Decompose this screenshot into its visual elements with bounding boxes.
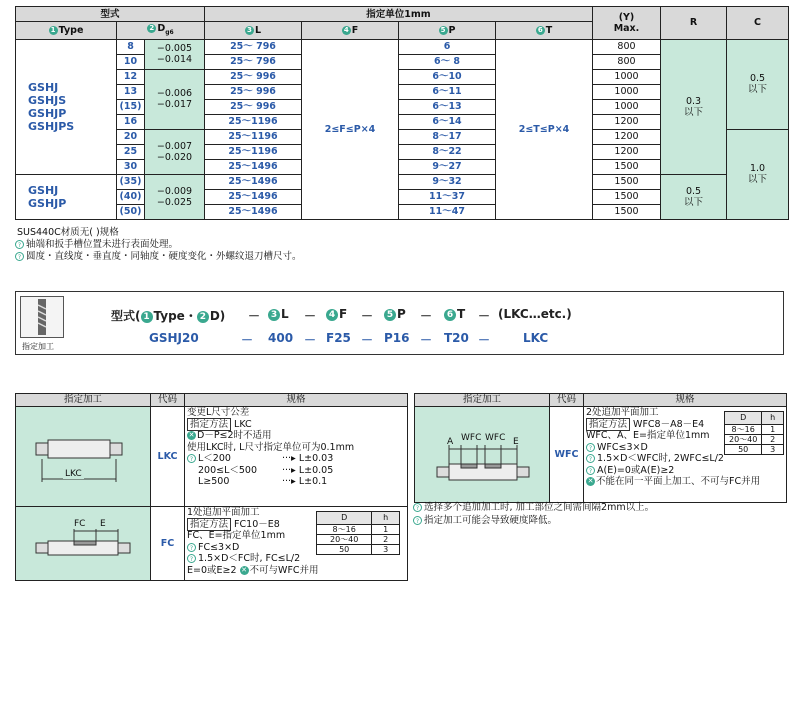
p-cell: 6～11 (399, 84, 496, 99)
info-icon: ? (187, 554, 196, 563)
example-lkc: LKC (523, 331, 549, 345)
tol-cell: −0.009 −0.025 (145, 174, 205, 219)
p-cell: 6～ 8 (399, 54, 496, 69)
wfc-dim-label-1: WFC (461, 433, 482, 443)
lkc-code: LKC (151, 407, 185, 507)
note-tolerance: ? 圆度・直线度・垂直度・同轴度・硬度变化・外螺纹退刀槽尺寸。 (15, 251, 302, 263)
l-cell: 25～ 796 (205, 54, 302, 69)
y-cell: 800 (593, 54, 661, 69)
prohibit-icon: ✕ (587, 477, 594, 485)
order-t: 6 T (444, 307, 465, 321)
info-icon: ? (187, 543, 196, 552)
y-cell: 1500 (593, 204, 661, 219)
lkc-dim-label: LKC (65, 469, 82, 479)
prohibit-icon: ✕ (241, 565, 247, 574)
t-range: 2≤T≤P×4 (496, 39, 593, 219)
lkc-diagram (16, 407, 151, 507)
info-icon: ? (187, 454, 196, 463)
d-cell: (15) (117, 99, 145, 114)
alt-header-proc: 指定加工 (415, 394, 550, 407)
table-row (16, 174, 789, 189)
table-row (16, 39, 789, 54)
note-hardness: ? 指定加工可能会导致硬度降低。 (413, 515, 557, 527)
header-type: 1 Type (16, 22, 117, 40)
y-cell: 1200 (593, 129, 661, 144)
header-r: R (661, 7, 727, 40)
example-f: F25 (326, 331, 351, 345)
header-y: (Y) Max. (593, 7, 661, 40)
d-cell: 12 (117, 69, 145, 84)
info-icon: ? (15, 252, 24, 261)
shaft-thumbnail (20, 296, 64, 338)
f-range: 2≤F≤P×4 (302, 39, 399, 219)
alt-process-table-left (15, 393, 408, 581)
wfc-dim-label-2: WFC (485, 433, 506, 443)
header-t: 6 T (496, 22, 593, 40)
d-cell: 30 (117, 159, 145, 174)
thumb-label: 指定加工 (22, 342, 54, 351)
fc-shaft-icon (16, 507, 150, 577)
info-icon: ? (586, 466, 595, 475)
a-dim-label: A (447, 437, 454, 447)
info-icon: ? (413, 516, 422, 525)
lkc-spec: 变更L尺寸公差 指定方法 LKC ✕ D－P≤2时不适用 使用LKC时, L尺寸指定单位可为0.1mm ? L＜200 ···▸ L±0.03 200≤L＜500 ···▸ L±0.05 L≥500 ···▸ L±0.1 (185, 407, 408, 507)
d-cell: 13 (117, 84, 145, 99)
header-unit-group: 指定单位1mm (205, 7, 593, 22)
l-cell: 25～1496 (205, 204, 302, 219)
l-cell: 25～ 996 (205, 69, 302, 84)
p-cell: 6～10 (399, 69, 496, 84)
spec-table (15, 6, 789, 220)
l-cell: 25～ 996 (205, 99, 302, 114)
wfc-spec: 2处追加平面加工 指定方法 WFC8－A8－E4 WFC、A、E=指定单位1mm ? WFC≤3×D ? 1.5×D＜WFC时, 2WFC≤L/2 ? A(E)=0或A(E)≥2 ✕ 不能在同一平面上加工、不可与FC并用 D h 8～16 1 20～40 2 50 3 (584, 407, 787, 503)
alt-header-code: 代码 (550, 394, 584, 407)
l-cell: 25～1196 (205, 114, 302, 129)
d-cell: 20 (117, 129, 145, 144)
d-cell: 25 (117, 144, 145, 159)
header-type-group: 型式 (16, 7, 205, 22)
order-f: 4 F (326, 307, 347, 321)
type-group-2: GSHJ GSHJP (16, 174, 117, 219)
fc-h-table: D h 8～16 1 20～40 2 50 3 (316, 511, 400, 555)
l-cell: 25～ 796 (205, 39, 302, 54)
note-material: SUS440C材质无( )规格 (17, 227, 119, 238)
l-cell: 25～1496 (205, 174, 302, 189)
l-cell: 25～1496 (205, 159, 302, 174)
order-format: 型式( 1 Type・ 2 D) (111, 309, 226, 323)
p-cell: 8～22 (399, 144, 496, 159)
l-cell: 25～1196 (205, 144, 302, 159)
y-cell: 1500 (593, 174, 661, 189)
wfc-diagram (415, 407, 550, 503)
info-icon: ? (586, 454, 595, 463)
info-icon: ? (413, 503, 422, 512)
header-c: C (727, 7, 789, 40)
p-cell: 9～32 (399, 174, 496, 189)
header-p: 5 P (399, 22, 496, 40)
fc-diagram (16, 507, 151, 581)
l-cell: 25～1496 (205, 189, 302, 204)
order-example-box: 指定加工 型式( 1 Type・ 2 D) － 3 L － 4 F － 5 P － 6 T － (LKC…etc.) GSHJ20 － 400 － F25 － P16 － T20 － LKC (15, 291, 784, 355)
d-cell: 10 (117, 54, 145, 69)
info-icon: ? (586, 443, 595, 452)
y-cell: 800 (593, 39, 661, 54)
alt-header-spec: 规格 (584, 394, 787, 407)
c-val-2: 1.0 以下 (727, 129, 789, 219)
example-t: T20 (444, 331, 469, 345)
c-val-1: 0.5 以下 (727, 39, 789, 129)
p-cell: 6～13 (399, 99, 496, 114)
tol-cell: −0.006 −0.017 (145, 69, 205, 129)
d-cell: (40) (117, 189, 145, 204)
r-val-1: 0.3 以下 (661, 39, 727, 174)
d-cell: (50) (117, 204, 145, 219)
p-cell: 11～47 (399, 204, 496, 219)
alt-process-table-right (414, 393, 787, 503)
tol-cell: −0.007 −0.020 (145, 129, 205, 174)
header-l: 3 L (205, 22, 302, 40)
y-cell: 1500 (593, 159, 661, 174)
wfc-code: WFC (550, 407, 584, 503)
y-cell: 1000 (593, 99, 661, 114)
header-f: 4 F (302, 22, 399, 40)
header-d: 2 $D_{g6}$ (117, 22, 205, 40)
wfc-h-table: D h 8～16 1 20～40 2 50 3 (724, 411, 784, 455)
info-icon: ? (15, 240, 24, 249)
alt-header-code: 代码 (151, 394, 185, 407)
table-row (415, 407, 787, 503)
l-cell: 25～ 996 (205, 84, 302, 99)
y-cell: 1000 (593, 69, 661, 84)
table-row (16, 507, 408, 581)
wfc-shaft-icon (415, 407, 549, 499)
example-l: 400 (268, 331, 294, 345)
y-cell: 1500 (593, 189, 661, 204)
d-cell: 8 (117, 39, 145, 54)
tol-cell: −0.005 −0.014 (145, 39, 205, 69)
type-group-1: GSHJ GSHJS GSHJP GSHJPS (16, 39, 117, 174)
fc-dim-label: FC (74, 519, 86, 529)
note-multi-process: ? 选择多个追加加工时, 加工部位之间需间隔2mm以上。 (413, 502, 654, 514)
fc-spec: 1处追加平面加工 指定方法 FC10－E8 FC、E=指定单位1mm ? FC≤3×D ? 1.5×D＜FC时, FC≤L/2 E=0或E≥2 ✕ 不可与WFC并用 D h 8～16 1 20～40 2 50 3 (185, 507, 408, 581)
p-cell: 11～37 (399, 189, 496, 204)
fc-code: FC (151, 507, 185, 581)
order-l: 3 L (268, 307, 289, 321)
l-cell: 25～1196 (205, 129, 302, 144)
p-cell: 8～17 (399, 129, 496, 144)
y-cell: 1000 (593, 84, 661, 99)
order-lkc: (LKC…etc.) (498, 307, 572, 321)
note-surface: ? 轴端和扳手槽位置未进行表面处理。 (15, 239, 178, 251)
shaft-drill-icon (21, 297, 63, 337)
p-cell: 6 (399, 39, 496, 54)
lkc-shaft-icon (16, 407, 150, 503)
p-cell: 6～14 (399, 114, 496, 129)
order-p: 5 P (384, 307, 406, 321)
r-val-2: 0.5 以下 (661, 174, 727, 219)
example-code: GSHJ20 (149, 331, 199, 345)
y-cell: 1200 (593, 114, 661, 129)
alt-header-proc: 指定加工 (16, 394, 151, 407)
d-cell: (35) (117, 174, 145, 189)
example-p: P16 (384, 331, 410, 345)
prohibit-icon: ✕ (188, 431, 195, 439)
e-dim-label: E (100, 519, 106, 529)
y-cell: 1200 (593, 144, 661, 159)
alt-header-spec: 规格 (185, 394, 408, 407)
p-cell: 9～27 (399, 159, 496, 174)
table-row (16, 407, 408, 507)
e-dim-label: E (513, 437, 519, 447)
d-cell: 16 (117, 114, 145, 129)
